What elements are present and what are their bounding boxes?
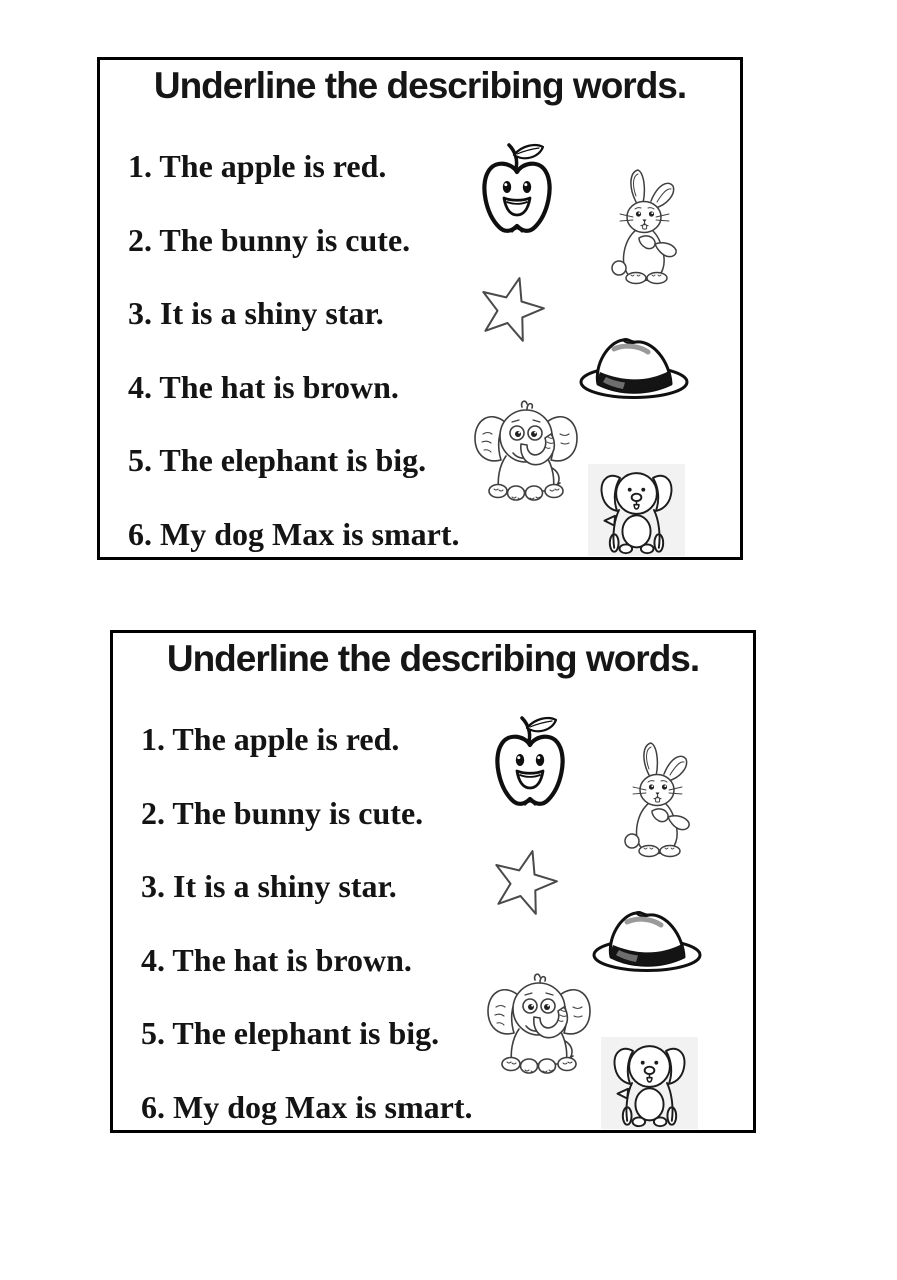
dog-icon [601, 1037, 698, 1129]
sentence: 3. It is a shiny star. [141, 868, 397, 904]
worksheet-title: Underline the describing words. [166, 638, 700, 679]
sentence: 5. The elephant is big. [141, 1015, 440, 1051]
sentence: 5. The elephant is big. [128, 442, 427, 478]
sentence: 1. The apple is red. [128, 148, 387, 184]
dog-icon [588, 464, 685, 556]
apple-icon [491, 715, 569, 811]
hat-icon [578, 335, 690, 401]
sentence: 2. The bunny is cute. [141, 795, 424, 831]
star-icon [473, 273, 551, 347]
sentence: 1. The apple is red. [141, 721, 400, 757]
sentence: 4. The hat is brown. [128, 369, 399, 405]
sentence: 2. The bunny is cute. [128, 222, 411, 258]
sentence: 6. My dog Max is smart. [128, 516, 460, 552]
sentence: 6. My dog Max is smart. [141, 1089, 473, 1125]
hat-icon [591, 908, 703, 974]
apple-icon [478, 142, 556, 238]
bunny-icon [618, 741, 703, 859]
sentence: 4. The hat is brown. [141, 942, 412, 978]
bunny-icon [605, 168, 690, 286]
elephant-icon [472, 400, 580, 506]
elephant-icon [485, 973, 593, 1079]
worksheet-panel [110, 630, 756, 1133]
star-icon [486, 846, 564, 920]
worksheet-panel [97, 57, 743, 560]
worksheet-title: Underline the describing words. [153, 65, 687, 106]
sentence: 3. It is a shiny star. [128, 295, 384, 331]
